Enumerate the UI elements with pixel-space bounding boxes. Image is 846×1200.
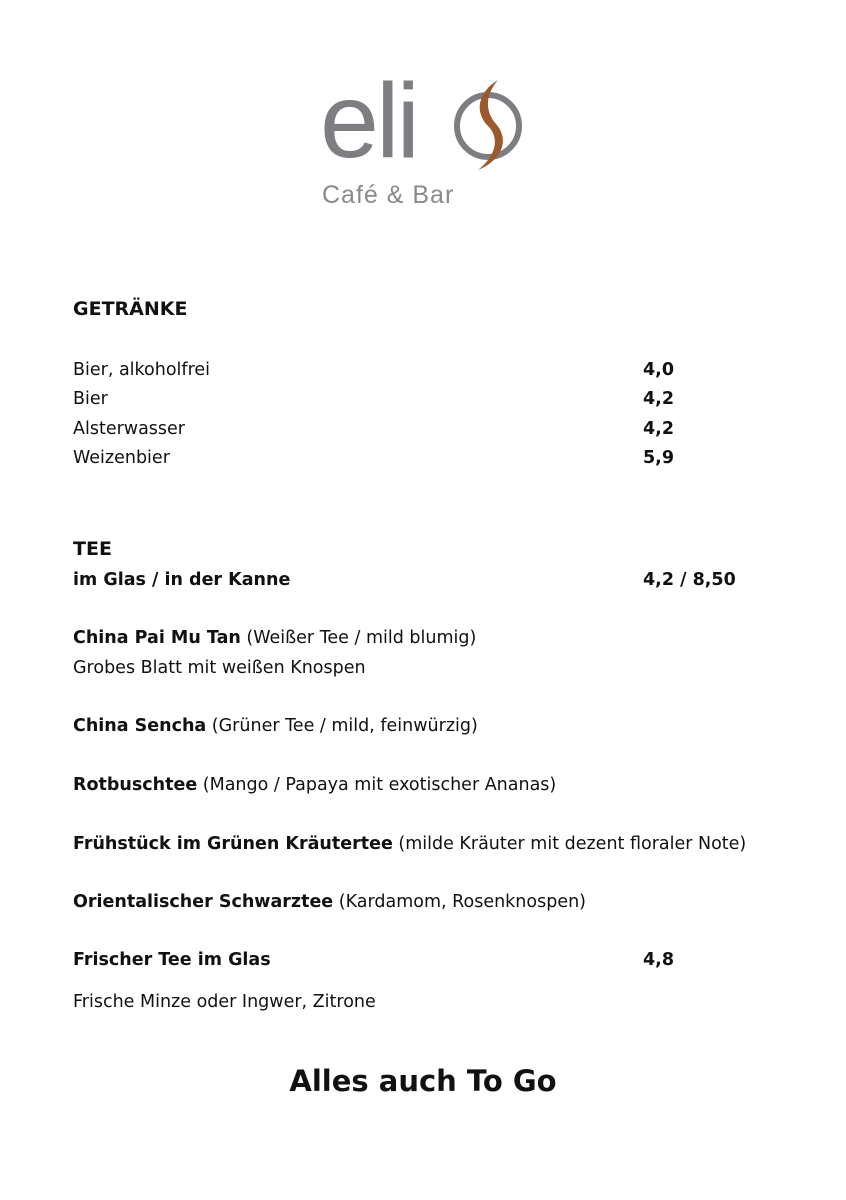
- menu-item-price: 4,2: [643, 419, 675, 439]
- tea-description: (Grüner Tee / mild, feinwürzig): [206, 716, 478, 736]
- menu-item-name: Weizenbier: [73, 448, 170, 468]
- tea-name: Frischer Tee im Glas: [73, 950, 271, 970]
- tea-item: [73, 775, 556, 795]
- menu-item-price: 5,9: [643, 448, 675, 468]
- tee-serving-price: 4,2 / 8,50: [643, 570, 736, 590]
- tea-item: [73, 628, 476, 648]
- to-go-notice: Alles auch To Go: [289, 1064, 557, 1098]
- tea-description: (Weißer Tee / mild blumig): [240, 628, 477, 648]
- tea-name: China Sencha: [73, 716, 207, 736]
- tea-item: [73, 716, 478, 736]
- logo-wordmark: eli: [320, 62, 418, 180]
- tea-note: Grobes Blatt mit weißen Knospen: [73, 658, 366, 678]
- tea-item: [73, 834, 746, 854]
- tea-name: China Pai Mu Tan: [73, 628, 241, 648]
- tea-name: Rotbuschtee: [73, 775, 198, 795]
- section-title-getraenke: GETRÄNKE: [73, 298, 188, 320]
- tea-price: 4,8: [643, 950, 675, 970]
- menu-item-name: Alsterwasser: [73, 419, 186, 439]
- cafe-logo: [318, 62, 528, 216]
- logo-subtitle: Café & Bar: [322, 181, 455, 209]
- tea-description: (Kardamom, Rosenknospen): [333, 892, 587, 912]
- tea-name: Orientalischer Schwarztee: [73, 892, 334, 912]
- section-title-tee: TEE: [73, 538, 112, 560]
- menu-item-price: 4,2: [643, 389, 675, 409]
- tea-item: [73, 892, 586, 912]
- tea-description: (Mango / Papaya mit exotischer Ananas): [197, 775, 557, 795]
- menu-item-name: Bier: [73, 389, 108, 409]
- menu-item-price: 4,0: [643, 360, 675, 380]
- tea-name: Frühstück im Grünen Kräutertee: [73, 834, 393, 854]
- logo-o-swirl-icon: [452, 74, 524, 174]
- tee-serving-subtitle: im Glas / in der Kanne: [73, 570, 291, 590]
- menu-item-name: Bier, alkoholfrei: [73, 360, 211, 380]
- tea-description: (milde Kräuter mit dezent floraler Note): [392, 834, 747, 854]
- tea-note: Frische Minze oder Ingwer, Zitrone: [73, 992, 376, 1012]
